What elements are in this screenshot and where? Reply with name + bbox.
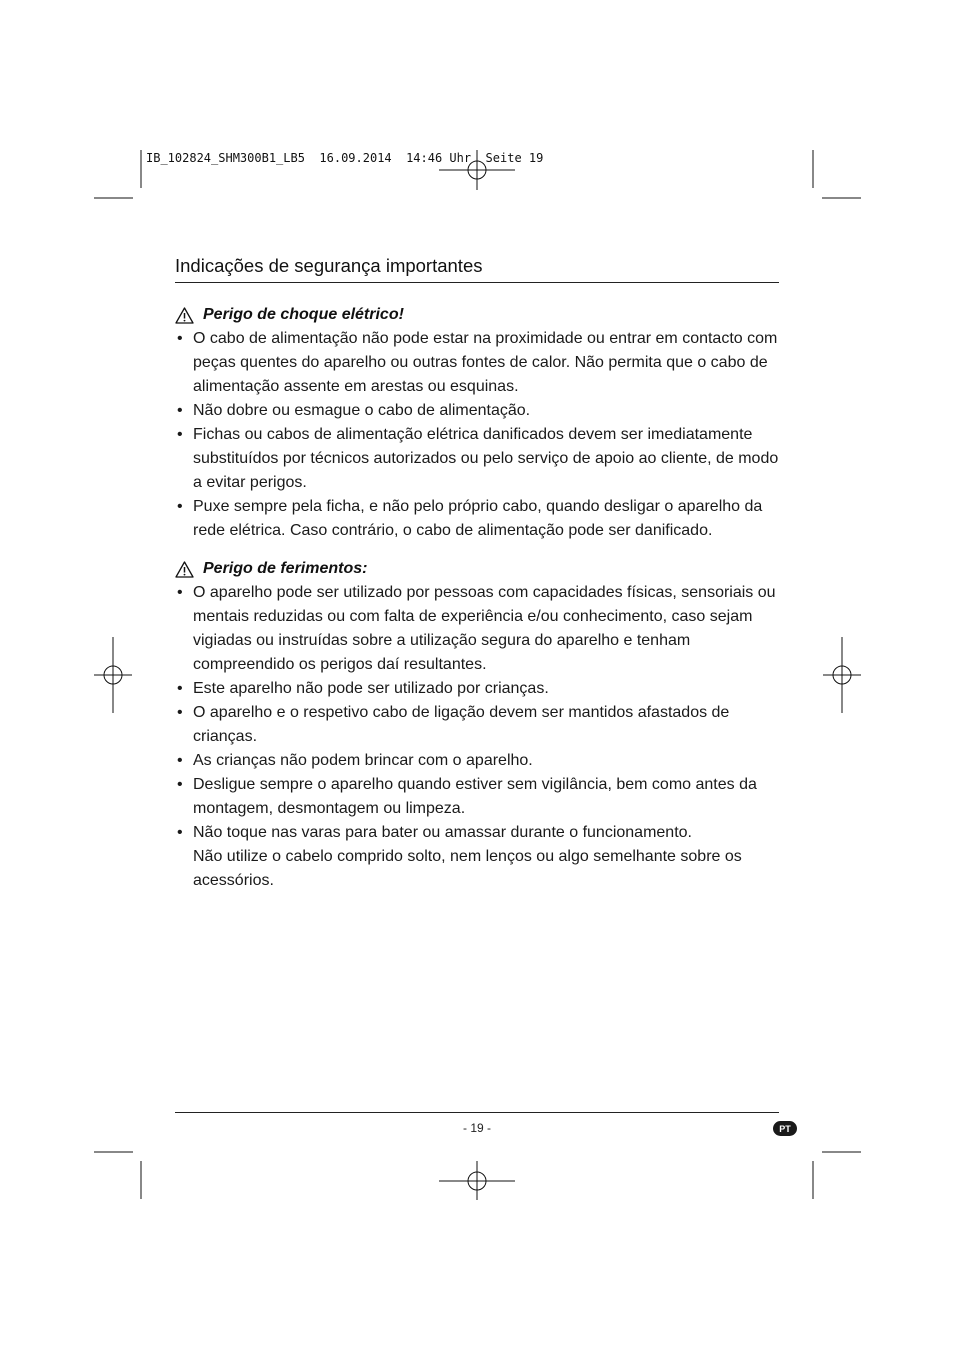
list-item-text: O aparelho e o respetivo cabo de ligação devem ser mantidos afastados de crianças. [193,704,730,745]
section-title-row [175,303,785,327]
section-electric-shock [175,303,785,543]
heading-rule [175,282,779,283]
list-item [175,327,785,399]
list-item [175,701,785,749]
list-item [175,749,785,773]
list-item-text: Desligue sempre o aparelho quando estiver sem vigilância, bem como antes da montagem, desmontagem ou limpeza. [193,776,757,817]
list-item [175,773,785,821]
list-item-text: Não dobre ou esmague o cabo de alimentação. [193,402,531,419]
bullet: • [177,330,183,347]
list-item [175,581,785,677]
bullet: • [177,704,183,721]
bullet: • [177,680,183,697]
section-title-row [175,557,785,581]
page-heading: Indicações de segurança importantes [175,255,483,276]
list-item [175,677,785,701]
list-item-text: Fichas ou cabos de alimentação elétrica danificados devem ser imediatamente substituídos por técnicos autorizados ou pelo serviço de apoio ao cliente, de modo a evitar perigos. [193,426,779,491]
bullet: • [177,426,183,443]
list-item [175,821,785,893]
warning-triangle-icon [175,307,194,324]
page-number: - 19 - [462,1121,491,1135]
list-item-extra-text: Não utilize o cabelo comprido solto, nem lenços ou algo semelhante sobre os acessórios. [193,848,742,889]
bullet: • [177,402,183,419]
section-injury [175,557,785,893]
bullet: • [177,824,183,841]
list-item [175,423,785,495]
bullet: • [177,752,183,769]
bullet-list [175,581,785,893]
bullet: • [177,498,183,515]
list-item-text: Não toque nas varas para bater ou amassar durante o funcionamento. [193,824,692,841]
section-title: Perigo de ferimentos: [203,560,368,577]
bullet-list [175,327,785,543]
language-badge: PT [773,1121,797,1136]
bullet: • [177,776,183,793]
list-item [175,399,785,423]
section-title: Perigo de choque elétrico! [203,306,404,323]
list-item-text: O cabo de alimentação não pode estar na proximidade ou entrar em contacto com peças quentes do aparelho ou outras fontes de calor. Não permita que o cabo de alimentação assente em arestas ou esquinas. [193,330,778,395]
list-item-text: Este aparelho não pode ser utilizado por crianças. [193,680,549,697]
footer-rule [175,1112,779,1113]
list-item [175,495,785,543]
list-item-text: O aparelho pode ser utilizado por pessoas com capacidades físicas, sensoriais ou mentais reduzidas ou com falta de experiência e/ou conhecimento, caso sejam vigiadas ou instruídas sobre a utilização segura do aparelho e tenham compreendido os perigos daí resultantes. [193,584,776,673]
list-item-text: Puxe sempre pela ficha, e não pelo próprio cabo, quando desligar o aparelho da rede elétrica. Caso contrário, o cabo de alimentação pode ser danificado. [193,498,763,539]
warning-triangle-icon [175,561,194,578]
print-slug: IB_102824_SHM300B1_LB5 16.09.2014 14:46 Uhr Seite 19 [146,151,544,165]
list-item-text: As crianças não podem brincar com o aparelho. [193,752,533,769]
bullet: • [177,584,183,601]
